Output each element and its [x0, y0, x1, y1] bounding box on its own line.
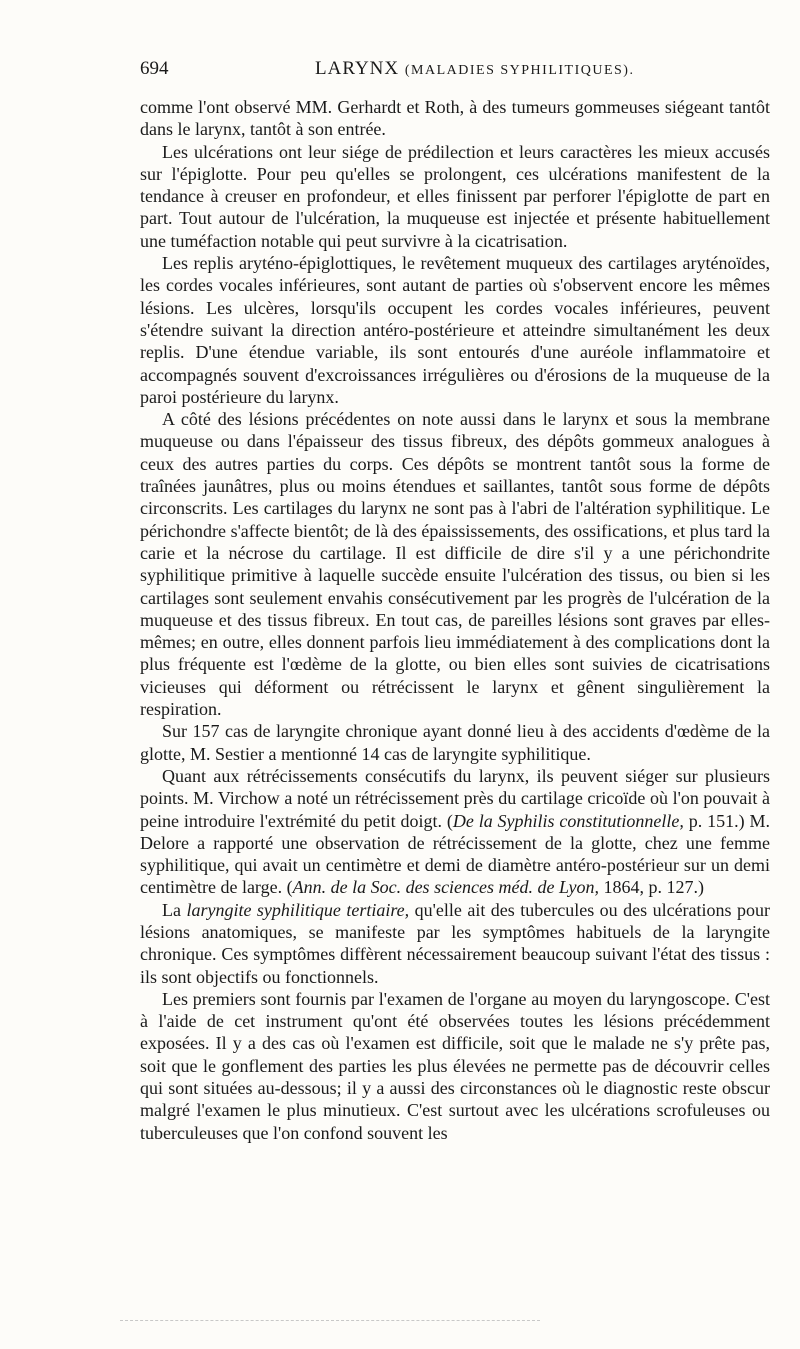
paragraph: [140, 141, 770, 252]
italic-citation: Ann. de la Soc. des sciences méd. de Lyon,: [292, 877, 599, 898]
text-segment: Quant aux rétrécissements consécutifs du larynx, ils peuvent siéger sur plusieurs points. M. Virchow a noté un rétrécissement près du cartilage cricoïde où l'on pouvait à peine introduire l'extrémité du petit doigt. (: [140, 765, 770, 831]
paragraph: [140, 408, 770, 720]
text-segment: comme l'ont observé MM. Gerhardt et Roth, à des tumeurs gommeuses siégeant tantôt dans le larynx, tantôt à son entrée.: [140, 97, 770, 140]
paragraph: [140, 899, 770, 988]
text-segment: Les premiers sont fournis par l'examen de l'organe au moyen du laryngoscope. C'est à l'aide de cet instrument qu'ont été observées toutes les lésions précédemment exposées. Il y a des cas où l'examen est difficile, soit que le malade ne s'y prête pas, soit que le gonflement des parties les plus élevées ne permette pas de découvrir celles qui sont situées au-dessous; il y a aussi des circonstances où le diagnostic reste obscur malgré l'examen le plus minutieux. C'est surtout avec les ulcérations scrofuleuses ou tuberculeuses que l'on confond souvent les: [140, 988, 770, 1143]
paragraph: [140, 96, 770, 141]
page-number: 694: [140, 58, 169, 79]
text-segment: 1864, p. 127.): [598, 877, 704, 898]
paragraph: [140, 252, 770, 408]
running-head-sub: (MALADIES SYPHILITIQUES).: [404, 63, 635, 78]
text-segment: A côté des lésions précédentes on note aussi dans le larynx et sous la membrane muqueuse ou dans l'épaisseur des tissus fibreux, des dépôts gommeux analogues à ceux des autres parties du corps. Ces dépôts se montrent tantôt sous la forme de traînées jaunâtres, plus ou moins étendues et saillantes, tantôt sous forme de dépôts circonscrits. Les cartilages du larynx ne sont pas à l'abri de l'altération syphilitique. Le périchondre s'affecte bientôt; de là des épaississements, des ossifications, et plus tard la carie et la nécrose du cartilage. Il est difficile de dire s'il y a une périchondrite syphilitique primitive à laquelle succède ensuite l'ulcération des tissus, ou bien si les cartilages sont seulement envahis consécutivement par les progrès de l'ulcération de la muqueuse et des tissus fibreux. En tout cas, de pareilles lésions sont graves par elles-mêmes; en outre, elles donnent parfois lieu immédiatement à des complications dont la plus fréquente est l'œdème de la glotte, ou bien elles sont suivies de cicatrisations vicieuses qui déforment ou rétrécissent le larynx et gênent singulièrement la respiration.: [140, 409, 770, 720]
body-text: [140, 96, 770, 1144]
italic-citation: De la Syphilis constitutionnelle,: [452, 810, 684, 831]
text-segment: qu'elle ait des tubercules ou des ulcérations pour lésions anatomiques, se manifeste par les symptômes habituels de la laryngite chronique. Ces symptômes diffèrent nécessairement beaucoup suivant l'état des tissus : ils sont objectifs ou fonctionnels.: [140, 899, 771, 987]
paragraph: [140, 765, 770, 899]
text-segment: Les ulcérations ont leur siége de prédilection et leurs caractères les mieux accusés sur l'épiglotte. Pour peu qu'elles se prolongent, ces ulcérations manifestent de la tendance à creuser en profondeur, et elles finissent par perforer l'épiglotte de part en part. Tout autour de l'ulcération, la muqueuse est injectée et présente habituellement une tuméfaction notable qui peut survivre à la cicatrisation.: [140, 141, 770, 251]
running-head: [315, 58, 634, 80]
text-segment: Les replis aryténo-épiglottiques, le revêtement muqueux des cartilages aryténoïdes, les cordes vocales inférieures, sont autant de parties où s'observent encore les mêmes lésions. Les ulcères, lorsqu'ils occupent les cordes vocales inférieures, peuvent s'étendre suivant la direction antéro-postérieure et atteindre simultanément les deux replis. D'une étendue variable, ils sont entourés d'une auréole inflammatoire et accompagnés souvent d'excroissances irrégulières ou d'érosions de la muqueuse de la paroi postérieure du larynx.: [140, 253, 770, 407]
page-header: [140, 58, 770, 88]
paragraph: [140, 988, 770, 1144]
footer-rule: [120, 1320, 540, 1321]
italic-citation: laryngite syphilitique tertiaire,: [186, 899, 410, 920]
text-segment: La: [162, 899, 187, 920]
text-segment: p. 151.) M. Delore a rapporté une observation de rétrécissement de la glotte, chez une femme syphilitique, qui avait un centimètre et demi de diamètre antéro-postérieur sur un demi centimètre de large. (: [140, 810, 770, 898]
paragraph: [140, 720, 770, 765]
text-segment: Sur 157 cas de laryngite chronique ayant donné lieu à des accidents d'œdème de la glotte, M. Sestier a mentionné 14 cas de laryngite syphilitique.: [140, 721, 770, 764]
running-head-main: LARYNX: [315, 58, 400, 79]
